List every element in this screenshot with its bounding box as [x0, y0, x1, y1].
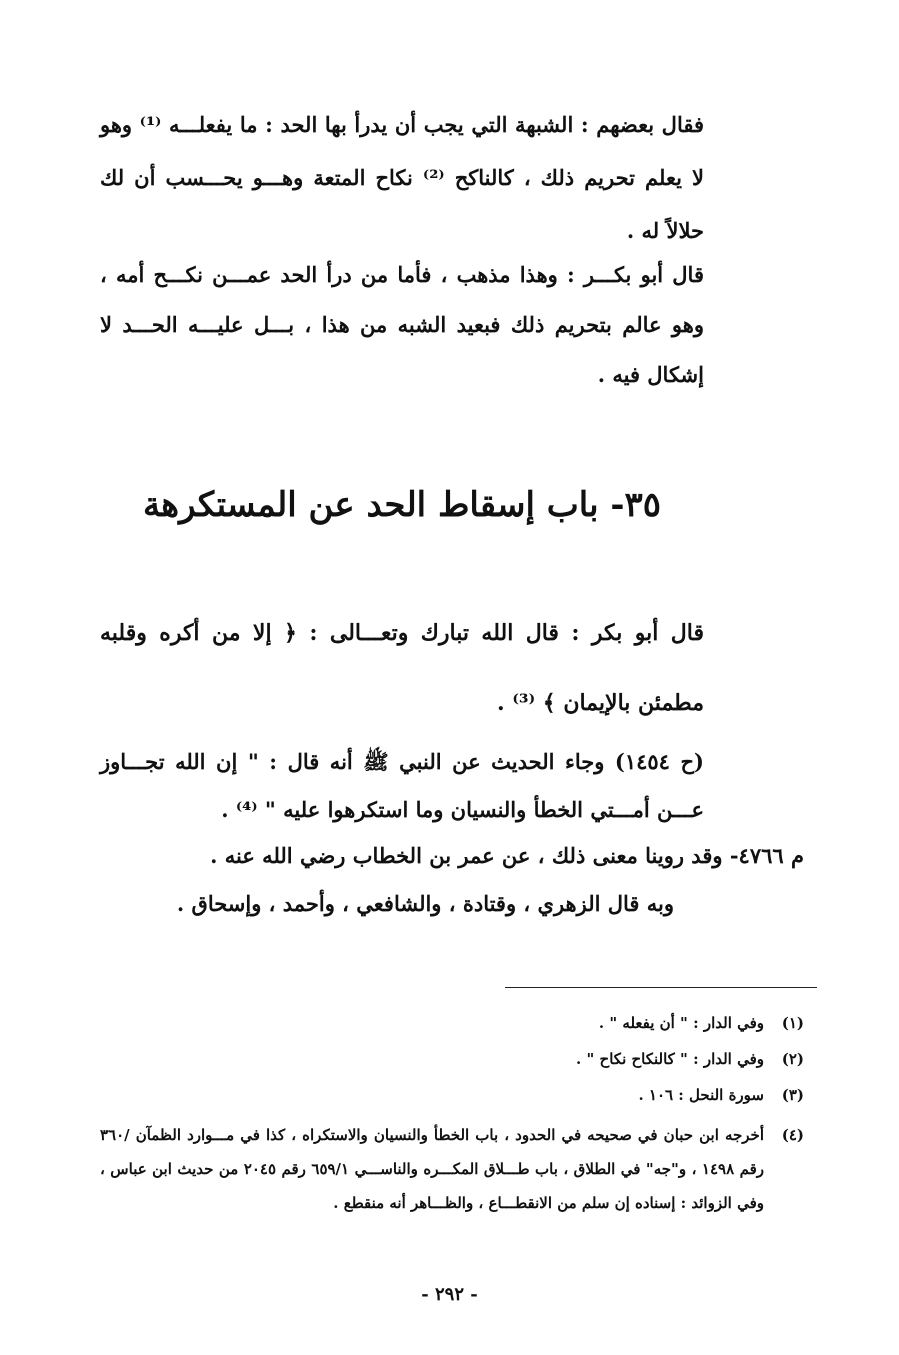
footnote-4: [100, 1118, 804, 1220]
footnote-text: أخرجه ابن حبان في صحيحه في الحدود ، باب الخطأ والنسيان والاستكراه ، كذا في مـــوارد الظمآن /٣٦٠ رقم ١٤٩٨ ، و"جه" في الطلاق ، باب طـــلاق المكـــره والناســـي ٦٥٩/١ رقم ٢٠٤٥ من حديث ابن عباس ، وفي الزوائد : إسناده إن سلم من الانقطـــاع ، والظـــاهر أنه منقطع .: [100, 1126, 765, 1212]
page-number: - ٢٩٢ -: [421, 1284, 478, 1305]
paragraph-report-4766: م ٤٧٦٦- وقد روينا معنى ذلك ، عن عمر بن الخطاب رضي الله عنه .: [210, 843, 804, 868]
footnote-1: [100, 1005, 804, 1041]
paragraph-hadith-1454: (ح ١٤٥٤) وجاء الحديث عن النبي ﷺ أنه قال : " إن الله تجـــاوز عـــن أمـــتي الخطأ والنسيان وما استكرهوا عليه " ⁽⁴⁾ .: [100, 749, 704, 822]
footnote-number: (٤): [781, 1126, 804, 1144]
paragraph-quran-verse: قال أبو بكر : قال الله تبارك وتعـــالى : ﴿ إلا من أكره وقلبه مطمئن بالإيمان ﴾ ⁽³⁾ .: [100, 620, 704, 716]
paragraph-scholars: وبه قال الزهري ، وقتادة ، والشافعي ، وأحمد ، وإسحاق .: [176, 891, 674, 916]
footnote-2: [100, 1041, 804, 1077]
footnote-3: [100, 1077, 804, 1113]
paragraph-abu-bakr-opinion: قال أبو بكـــر : وهذا مذهب ، فأما من درأ الحد عمـــن نكـــح أمه ، وهو عالم بتحريم ذلك فبعيد الشبه من هذا ، بـــل عليـــه الحـــد لا إشكال فيه .: [100, 262, 704, 387]
footnote-text: سورة النحل : ١٠٦ .: [638, 1086, 764, 1104]
footnote-number: (٢): [781, 1050, 804, 1068]
footnote-number: (١): [781, 1014, 804, 1032]
footnote-text: وفي الدار : " كالنكاح نكاح " .: [576, 1050, 764, 1068]
paragraph-shubha: فقال بعضهم : الشبهة التي يجب أن يدرأ بها الحد : ما يفعلـــه ⁽¹⁾ وهو لا يعلم تحريم ذلك ، كالناكح ⁽²⁾ نكاح المتعة وهـــو يحـــسب أن لك حلالاً له .: [100, 112, 705, 243]
chapter-heading: ٣٥- باب إسقاط الحد عن المستكرهة: [142, 485, 662, 525]
footnote-divider: [505, 987, 817, 988]
footnote-text: وفي الدار : " أن يفعله " .: [598, 1014, 764, 1032]
footnote-number: (٣): [781, 1086, 804, 1104]
